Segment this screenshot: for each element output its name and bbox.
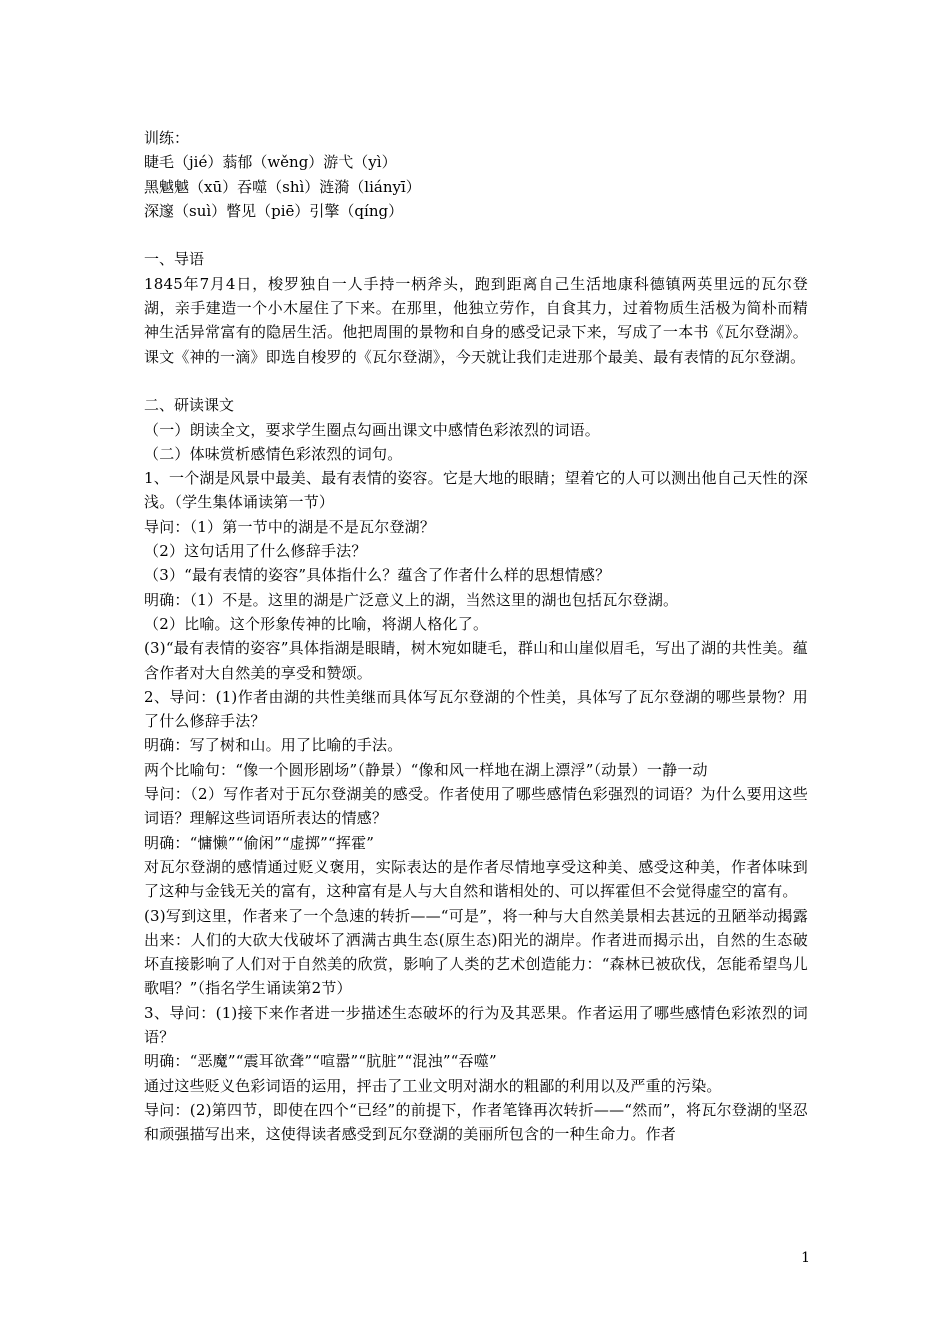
study-paragraph: 两个比喻句：“像一个圆形剧场”（静景）“像和风一样地在湖上漂浮”（动景）一静一动 <box>144 760 708 779</box>
study-paragraph: （一）朗读全文，要求学生圈点勾画出课文中感情色彩浓烈的词语。 <box>144 420 601 439</box>
training-heading: 训练： <box>144 129 190 147</box>
study-paragraph: 导问：(2)第四节，即使在四个“已经”的前提下，作者笔锋再次转折——“然而”，将瓦尔登湖的坚忍和顽强描写出来，这使得读者感受到瓦尔登湖的美丽所包含的一种生命力。作者 <box>144 1100 808 1144</box>
section-heading-study: 二、研读课文 <box>144 396 235 415</box>
study-paragraph: 明确：（1）不是。这里的湖是广泛意义上的湖，当然这里的湖也包括瓦尔登湖。 <box>144 590 679 609</box>
study-paragraph: (3)“最有表情的姿容”具体指湖是眼睛，树木宛如睫毛，群山和山崖似眉毛，写出了湖的共性美。蕴含作者对大自然美的享受和赞颂。 <box>144 639 808 682</box>
intro-paragraph: 1845年7月4日，梭罗独自一人手持一柄斧头，跑到距离自己生活地康科德镇两英里远的瓦尔登湖，亲手建造一个小木屋住了下来。在那里，他独立劳作，自食其力，过着物质生活极为简朴而精神生活异常富有的隐居生活。他把周围的景物和自身的感受记录下来，写成了一本书《瓦尔登湖》。课文《神的一滴》即选自梭罗的《瓦尔登湖》，今天就让我们走进那个最美、最有表情的瓦尔登湖。 <box>144 274 808 366</box>
study-paragraph: 明确：写了树和山。用了比喻的手法。 <box>144 736 403 755</box>
study-paragraph: 3、导问：(1)接下来作者进一步描述生态破坏的行为及其恶果。作者运用了哪些感情色彩浓烈的词语？ <box>144 1003 808 1046</box>
study-paragraph: 导问：（1）第一节中的湖是不是瓦尔登湖？ <box>144 517 436 536</box>
study-paragraph: 对瓦尔登湖的感情通过贬义褒用，实际表达的是作者尽情地享受这种美、感受这种美，作者体味到了这种与金钱无关的富有，这种富有是人与大自然和谐相处的、可以挥霍但不会觉得虚空的富有。 <box>144 857 808 901</box>
study-paragraph: （3）“最有表情的姿容”具体指什么？蕴含了作者什么样的思想情感？ <box>144 566 611 585</box>
document-body <box>144 126 808 1146</box>
blank-line <box>144 223 808 247</box>
training-line: 睫毛（jié）蓊郁（wěng）游弋（yì） <box>144 153 397 172</box>
study-paragraph: (3)写到这里，作者来了一个急速的转折——“可是”，将一种与大自然美景相去甚远的丑陋举动揭露出来：人们的大砍大伐破坏了洒满古典生态(原生态)阳光的湖岸。作者进而揭示出，自然的生态破坏直接影响了人们对于自然美的欣赏，影响了人类的艺术创造能力：“森林已被砍伐，怎能希望鸟儿歌唱？”（指名学生诵读第2节） <box>144 906 808 998</box>
training-line: 黑魆魆（xū）吞噬（shì）涟漪（liányī） <box>144 177 421 196</box>
study-paragraph: 1、一个湖是风景中最美、最有表情的姿容。它是大地的眼睛；望着它的人可以测出他自己天性的深浅。（学生集体诵读第一节） <box>144 469 808 512</box>
study-paragraph: 导问：（2）写作者对于瓦尔登湖美的感受。作者使用了哪些感情色彩强烈的词语？为什么要用这些词语？理解这些词语所表达的情感？ <box>144 785 808 828</box>
study-paragraph: （2）比喻。这个形象传神的比喻，将湖人格化了。 <box>144 614 489 633</box>
page-number: 1 <box>801 1250 810 1266</box>
study-paragraph: 2、导问：(1)作者由湖的共性美继而具体写瓦尔登湖的个性美，具体写了瓦尔登湖的哪些景物？用了什么修辞手法？ <box>144 687 808 731</box>
section-heading-intro: 一、导语 <box>144 250 205 269</box>
study-paragraph: 明确：“慵懒”“偷闲”“虚掷”“挥霍” <box>144 833 375 852</box>
study-paragraph: （二）体味赏析感情色彩浓烈的词句。 <box>144 444 403 463</box>
training-line: 深邃（suì）瞥见（piē）引擎（qíng） <box>144 201 404 220</box>
blank-line <box>144 369 808 393</box>
study-paragraph: 明确：“恶魔”“震耳欲聋”“喧嚣”“肮脏”“混浊”“吞噬” <box>144 1052 497 1071</box>
study-paragraph: （2）这句话用了什么修辞手法？ <box>144 542 367 561</box>
study-paragraph: 通过这些贬义色彩词语的运用，抨击了工业文明对湖水的粗鄙的利用以及严重的污染。 <box>144 1076 722 1095</box>
